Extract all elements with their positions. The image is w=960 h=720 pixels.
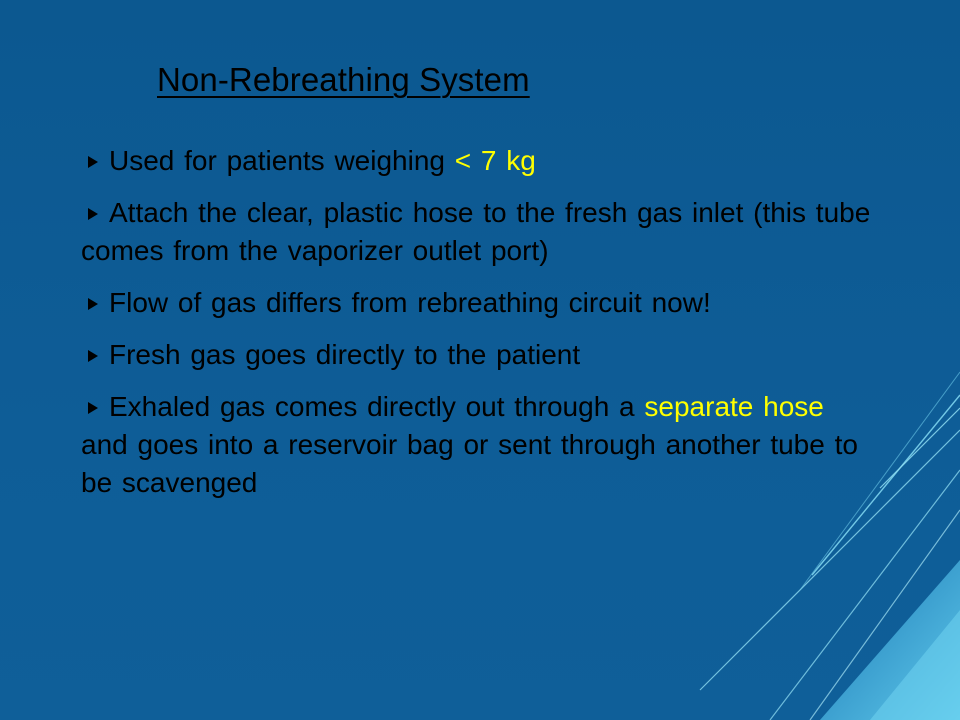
triangle-bullet-icon — [88, 298, 98, 310]
triangle-bullet-icon — [88, 208, 98, 220]
bullet-item — [81, 336, 871, 374]
bullet-list — [81, 142, 871, 502]
deco-line-2 — [880, 408, 960, 488]
bullet-item — [81, 284, 871, 322]
bullet-item — [81, 194, 871, 270]
highlighted-text: < 7 kg — [454, 145, 536, 176]
bullet-item — [81, 142, 871, 180]
bullet-text: Fresh gas goes directly to the patient — [109, 339, 581, 370]
bullet-text: Used for patients weighing — [109, 145, 455, 176]
bullet-item — [81, 388, 871, 502]
slide-title: Non-Rebreathing System — [157, 61, 530, 98]
bullet-text: and goes into a reservoir bag or sent through another tube to be scavenged — [81, 429, 858, 498]
triangle-bullet-icon — [88, 402, 98, 414]
highlighted-text: separate hose — [644, 391, 824, 422]
triangle-bullet-icon — [88, 156, 98, 168]
bullet-text: Attach the clear, plastic hose to the fresh gas inlet (this tube comes from the vaporizer outlet port) — [81, 197, 871, 266]
bullet-text: Exhaled gas comes directly out through a — [109, 391, 645, 422]
bullet-text: Flow of gas differs from rebreathing circuit now! — [109, 287, 711, 318]
triangle-bullet-icon — [88, 350, 98, 362]
